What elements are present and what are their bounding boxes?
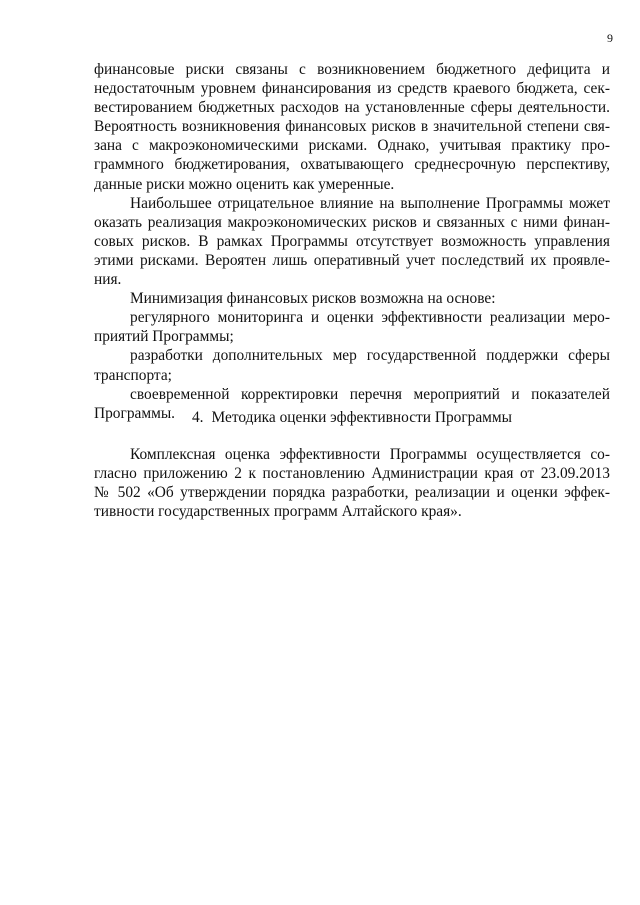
paragraph	[94, 194, 610, 289]
text-line: недостаточным уровнем финансирования из средств краевого бюджета, сек-	[94, 80, 610, 98]
paragraph	[94, 445, 610, 521]
text-line: ния.	[94, 271, 122, 289]
paragraph	[94, 60, 610, 194]
section-title: Методика оценки эффективности Программы	[211, 409, 512, 426]
text-line: гласно приложению 2 к постановлению Администрации края от 23.09.2013	[94, 465, 610, 483]
text-line: зана с макроэкономическими рисками. Однако, учитывая практику про-	[94, 137, 610, 155]
page-number: 9	[607, 31, 613, 45]
text-line: регулярного мониторинга и оценки эффективности реализации меро-	[130, 309, 610, 327]
body-text	[94, 60, 610, 423]
text-line: № 502 «Об утверждении порядка разработки, реализации и оценки эффек-	[94, 484, 610, 502]
text-line: приятий Программы;	[94, 328, 234, 346]
text-line: финансовые риски связаны с возникновением бюджетного дефицита и	[94, 61, 610, 78]
text-line: транспорта;	[94, 366, 172, 384]
text-line: граммного бюджетирования, охватывающего среднесрочную перспективу,	[94, 156, 610, 174]
text-line: своевременной корректировки перечня мероприятий и показателей	[130, 385, 610, 403]
closing-text	[94, 445, 610, 521]
text-line: Вероятность возникновения финансовых рисков в значительной степени свя-	[94, 118, 610, 136]
list-item	[94, 308, 610, 346]
section-number: 4.	[191, 409, 204, 426]
text-line: Программы.	[94, 404, 176, 422]
list-item	[94, 346, 610, 384]
section-heading	[94, 408, 610, 427]
text-line: этими рисками. Вероятен лишь оперативный учет последствий их проявле-	[94, 251, 610, 269]
text-line: совых рисков. В рамках Программы отсутствует возможность управления	[94, 232, 610, 250]
text-line: разработки дополнительных мер государственной поддержки сферы	[130, 347, 610, 365]
text-line: тивности государственных программ Алтайского края».	[94, 503, 462, 521]
paragraph	[94, 289, 610, 308]
text-line: Комплексная оценка эффективности Программы осуществляется со-	[130, 446, 610, 463]
text-line: Наибольшее отрицательное влияние на выполнение Программы может	[130, 194, 610, 212]
text-line: оказать реализация макроэкономических рисков и связанных с ними финан-	[94, 213, 610, 231]
text-line: вестированием бюджетных расходов на установленные сферы деятельности.	[94, 99, 610, 117]
text-line: Минимизация финансовых рисков возможна на основе:	[130, 290, 496, 308]
text-line: данные риски можно оценить как умеренные.	[94, 175, 395, 193]
